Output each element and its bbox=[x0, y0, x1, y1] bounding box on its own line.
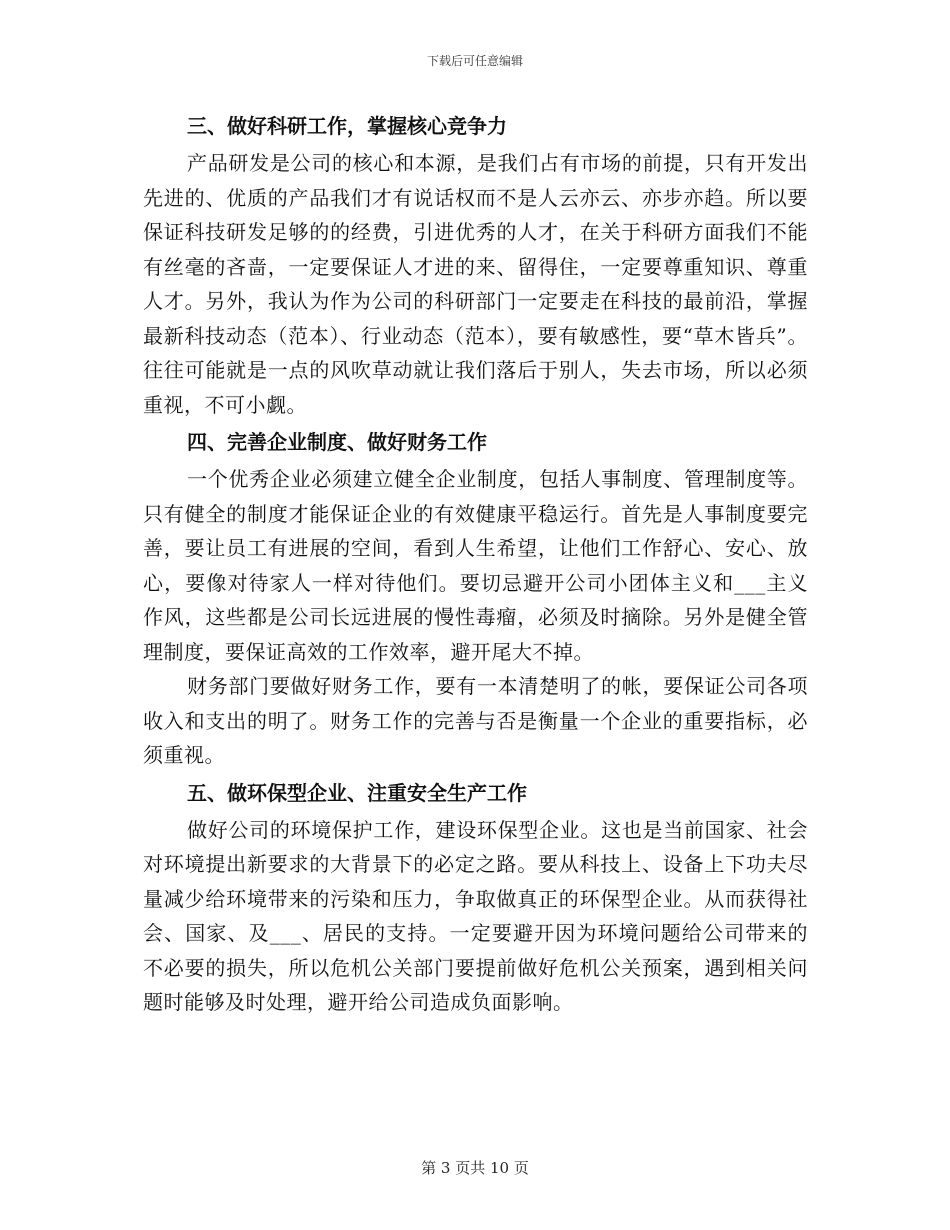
page-header: 下载后可任意编辑 bbox=[426, 54, 523, 68]
paragraph: 产品研发是公司的核心和本源，是我们占有市场的前提，只有开发出先进的、优质的产品我们才有说话权而不是人云亦云、亦步亦趋。所以要保证科技研发足够的的经费，引进优秀的人才，在关于科研方面我们不能有丝毫的吝啬，一定要保证人才进的来、留得住，一定要尊重知识、尊重人才。另外，我认为作为公司的科研部门一定要走在科技的最前沿，掌握最新科技动态（范本）、行业动态（范本），要有敏感性，要“草木皆兵”。往往可能就是一点的风吹草动就让我们落后于别人，失去市场，所以必须重视，不可小觑。 bbox=[143, 151, 808, 417]
paragraph: 财务部门要做好财务工作，要有一本清楚明了的帐，要保证公司各项收入和支出的明了。财务工作的完善与否是衡量一个企业的重要指标，必须重视。 bbox=[143, 674, 808, 767]
section-research bbox=[143, 106, 808, 422]
section-environment bbox=[143, 773, 808, 1020]
page-footer: 第 3 页共 10 页 bbox=[421, 1159, 529, 1177]
section-heading: 四、完善企业制度、做好财务工作 bbox=[187, 430, 487, 454]
section-heading: 三、做好科研工作，掌握核心竞争力 bbox=[187, 114, 507, 138]
document-body bbox=[143, 106, 808, 1020]
section-heading: 五、做环保型企业、注重安全生产工作 bbox=[187, 780, 527, 805]
paragraph: 做好公司的环境保护工作，建设环保型企业。这也是当前国家、社会对环境提出新要求的大背景下的必定之路。要从科技上、设备上下功夫尽量减少给环境带来的污染和压力，争取做真正的环保型企业。从而获得社会、国家、及___、居民的支持。一定要避开因为环境问题给公司带来的不必要的损失，所以危机公关部门要提前做好危机公关预案，遇到相关问题时能够及时处理，避开给公司造成负面影响。 bbox=[143, 817, 808, 1014]
section-enterprise-system bbox=[143, 422, 808, 773]
paragraph: 一个优秀企业必须建立健全企业制度，包括人事制度、管理制度等。只有健全的制度才能保证企业的有效健康平稳运行。首先是人事制度要完善，要让员工有进展的空间，看到人生希望，让他们工作舒心、安心、放心，要像对待家人一样对待他们。要切忌避开公司小团体主义和___主义作风，这些都是公司长远进展的慢性毒瘤，必须及时摘除。另外是健全管理制度，要保证高效的工作效率，避开尾大不掉。 bbox=[143, 467, 808, 664]
